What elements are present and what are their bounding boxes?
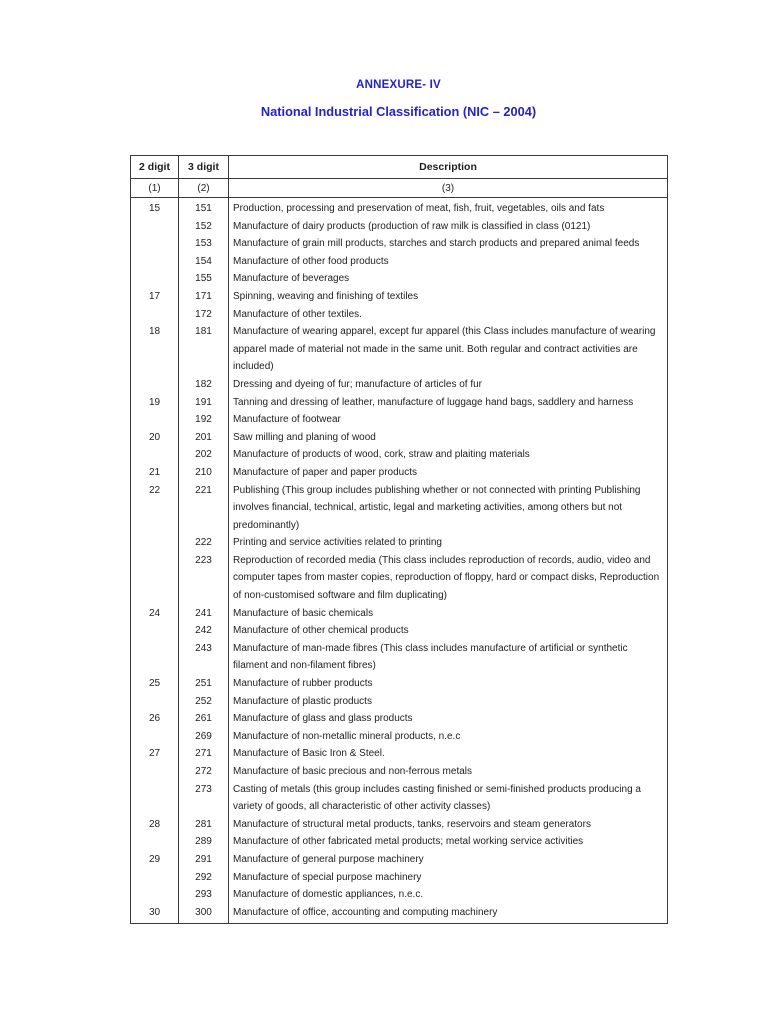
table-row <box>131 622 668 640</box>
cell-2digit-code <box>131 235 179 253</box>
cell-description: Manufacture of rubber products <box>229 675 668 693</box>
table-row <box>131 728 668 746</box>
cell-2digit-code <box>131 781 179 816</box>
cell-description: Manufacture of other chemical products <box>229 622 668 640</box>
cell-description: Saw milling and planing of wood <box>229 429 668 447</box>
cell-description: Reproduction of recorded media (This class includes reproduction of records, audio, video and computer tapes from master copies, reproduction of floppy, hard or compact disks, Reproduction of non-customised software and film duplicating) <box>229 552 668 605</box>
table-row <box>131 851 668 869</box>
cell-2digit-code: 24 <box>131 605 179 623</box>
cell-description: Manufacture of other fabricated metal products; metal working service activities <box>229 833 668 851</box>
cell-description: Manufacture of products of wood, cork, straw and plaiting materials <box>229 446 668 464</box>
classification-table <box>130 155 668 924</box>
cell-description: Casting of metals (this group includes casting finished or semi-finished products producing a variety of goods, all characteristic of other activity classes) <box>229 781 668 816</box>
table-row <box>131 763 668 781</box>
cell-2digit-code <box>131 411 179 429</box>
table-row <box>131 394 668 412</box>
cell-3digit-code: 182 <box>179 376 229 394</box>
cell-3digit-code: 192 <box>179 411 229 429</box>
table-row <box>131 288 668 306</box>
cell-description: Manufacture of dairy products (production of raw milk is classified in class (0121) <box>229 218 668 236</box>
cell-2digit-code <box>131 534 179 552</box>
subheader-3: (3) <box>229 179 668 198</box>
cell-2digit-code <box>131 446 179 464</box>
table-row <box>131 534 668 552</box>
nic-table-body <box>131 198 668 924</box>
table-row <box>131 464 668 482</box>
table-row <box>131 411 668 429</box>
cell-description: Manufacture of other food products <box>229 253 668 271</box>
cell-3digit-code: 191 <box>179 394 229 412</box>
cell-3digit-code: 289 <box>179 833 229 851</box>
cell-3digit-code: 261 <box>179 710 229 728</box>
cell-description: Manufacture of beverages <box>229 270 668 288</box>
cell-description: Manufacture of general purpose machinery <box>229 851 668 869</box>
cell-2digit-code: 29 <box>131 851 179 869</box>
subheader-2: (2) <box>179 179 229 198</box>
cell-2digit-code: 20 <box>131 429 179 447</box>
cell-description: Tanning and dressing of leather, manufacture of luggage hand bags, saddlery and harness <box>229 394 668 412</box>
cell-3digit-code: 201 <box>179 429 229 447</box>
table-row <box>131 253 668 271</box>
cell-description: Publishing (This group includes publishing whether or not connected with printing Publishing involves financial, technical, artistic, legal and marketing activities, among others but not predominantly) <box>229 482 668 535</box>
cell-3digit-code: 172 <box>179 306 229 324</box>
cell-2digit-code <box>131 376 179 394</box>
cell-3digit-code: 242 <box>179 622 229 640</box>
cell-3digit-code: 151 <box>179 198 229 218</box>
cell-3digit-code: 155 <box>179 270 229 288</box>
cell-3digit-code: 171 <box>179 288 229 306</box>
cell-description: Manufacture of structural metal products, tanks, reservoirs and steam generators <box>229 816 668 834</box>
table-row <box>131 816 668 834</box>
cell-2digit-code <box>131 833 179 851</box>
cell-description: Manufacture of basic chemicals <box>229 605 668 623</box>
cell-description: Manufacture of other textiles. <box>229 306 668 324</box>
table-row <box>131 323 668 376</box>
header-3digit: 3 digit <box>179 156 229 179</box>
cell-description: Manufacture of grain mill products, starches and starch products and prepared animal feeds <box>229 235 668 253</box>
cell-description: Manufacture of special purpose machinery <box>229 869 668 887</box>
header-description: Description <box>229 156 668 179</box>
cell-3digit-code: 243 <box>179 640 229 675</box>
table-row <box>131 198 668 218</box>
cell-2digit-code <box>131 622 179 640</box>
cell-3digit-code: 252 <box>179 693 229 711</box>
cell-2digit-code: 27 <box>131 745 179 763</box>
table-header <box>131 156 668 198</box>
cell-2digit-code: 17 <box>131 288 179 306</box>
table-row <box>131 640 668 675</box>
table-row <box>131 482 668 535</box>
annexure-heading: ANNEXURE- IV <box>356 79 441 91</box>
cell-description: Manufacture of paper and paper products <box>229 464 668 482</box>
header-2digit: 2 digit <box>131 156 179 179</box>
cell-description: Manufacture of footwear <box>229 411 668 429</box>
cell-2digit-code <box>131 253 179 271</box>
cell-3digit-code: 292 <box>179 869 229 887</box>
cell-2digit-code: 21 <box>131 464 179 482</box>
cell-description: Manufacture of man-made fibres (This class includes manufacture of artificial or synthetic filament and non-filament fibres) <box>229 640 668 675</box>
table-row <box>131 235 668 253</box>
cell-description: Spinning, weaving and finishing of textiles <box>229 288 668 306</box>
cell-2digit-code <box>131 763 179 781</box>
cell-2digit-code: 22 <box>131 482 179 535</box>
cell-3digit-code: 271 <box>179 745 229 763</box>
cell-description: Manufacture of non-metallic mineral products, n.e.c <box>229 728 668 746</box>
subheader-1: (1) <box>131 179 179 198</box>
classification-table-container <box>130 155 668 924</box>
table-row <box>131 710 668 728</box>
cell-2digit-code: 18 <box>131 323 179 376</box>
cell-description: Dressing and dyeing of fur; manufacture of articles of fur <box>229 376 668 394</box>
cell-2digit-code <box>131 693 179 711</box>
cell-3digit-code: 221 <box>179 482 229 535</box>
cell-2digit-code: 19 <box>131 394 179 412</box>
header-row <box>131 156 668 179</box>
cell-3digit-code: 272 <box>179 763 229 781</box>
cell-3digit-code: 153 <box>179 235 229 253</box>
cell-2digit-code <box>131 270 179 288</box>
table-row <box>131 306 668 324</box>
table-row <box>131 833 668 851</box>
table-row <box>131 446 668 464</box>
cell-3digit-code: 241 <box>179 605 229 623</box>
page-title: National Industrial Classification (NIC – 2004) <box>260 104 537 119</box>
cell-3digit-code: 202 <box>179 446 229 464</box>
cell-2digit-code: 26 <box>131 710 179 728</box>
cell-description: Printing and service activities related to printing <box>229 534 668 552</box>
cell-2digit-code: 25 <box>131 675 179 693</box>
cell-3digit-code: 269 <box>179 728 229 746</box>
table-row <box>131 745 668 763</box>
cell-2digit-code <box>131 640 179 675</box>
cell-description: Production, processing and preservation of meat, fish, fruit, vegetables, oils and fats <box>229 198 668 218</box>
cell-3digit-code: 223 <box>179 552 229 605</box>
cell-2digit-code <box>131 306 179 324</box>
table-row <box>131 904 668 924</box>
cell-3digit-code: 291 <box>179 851 229 869</box>
table-row <box>131 605 668 623</box>
cell-3digit-code: 154 <box>179 253 229 271</box>
subheader-row <box>131 179 668 198</box>
cell-description: Manufacture of wearing apparel, except fur apparel (this Class includes manufacture of wearing apparel made of material not made in the same unit. Both regular and contract activities are included) <box>229 323 668 376</box>
cell-3digit-code: 152 <box>179 218 229 236</box>
cell-3digit-code: 251 <box>179 675 229 693</box>
cell-3digit-code: 281 <box>179 816 229 834</box>
cell-2digit-code <box>131 552 179 605</box>
table-row <box>131 552 668 605</box>
table-row <box>131 781 668 816</box>
cell-2digit-code: 30 <box>131 904 179 924</box>
table-row <box>131 429 668 447</box>
cell-3digit-code: 300 <box>179 904 229 924</box>
table-row <box>131 886 668 904</box>
table-row <box>131 675 668 693</box>
cell-2digit-code <box>131 886 179 904</box>
cell-description: Manufacture of glass and glass products <box>229 710 668 728</box>
table-row <box>131 869 668 887</box>
cell-3digit-code: 210 <box>179 464 229 482</box>
cell-description: Manufacture of plastic products <box>229 693 668 711</box>
cell-2digit-code <box>131 728 179 746</box>
cell-description: Manufacture of domestic appliances, n.e.c. <box>229 886 668 904</box>
cell-3digit-code: 273 <box>179 781 229 816</box>
table-row <box>131 693 668 711</box>
cell-3digit-code: 293 <box>179 886 229 904</box>
cell-3digit-code: 222 <box>179 534 229 552</box>
cell-description: Manufacture of office, accounting and computing machinery <box>229 904 668 924</box>
table-row <box>131 218 668 236</box>
cell-description: Manufacture of basic precious and non-ferrous metals <box>229 763 668 781</box>
cell-2digit-code <box>131 869 179 887</box>
cell-2digit-code <box>131 218 179 236</box>
table-row <box>131 376 668 394</box>
cell-3digit-code: 181 <box>179 323 229 376</box>
cell-2digit-code: 28 <box>131 816 179 834</box>
cell-description: Manufacture of Basic Iron & Steel. <box>229 745 668 763</box>
cell-2digit-code: 15 <box>131 198 179 218</box>
table-row <box>131 270 668 288</box>
